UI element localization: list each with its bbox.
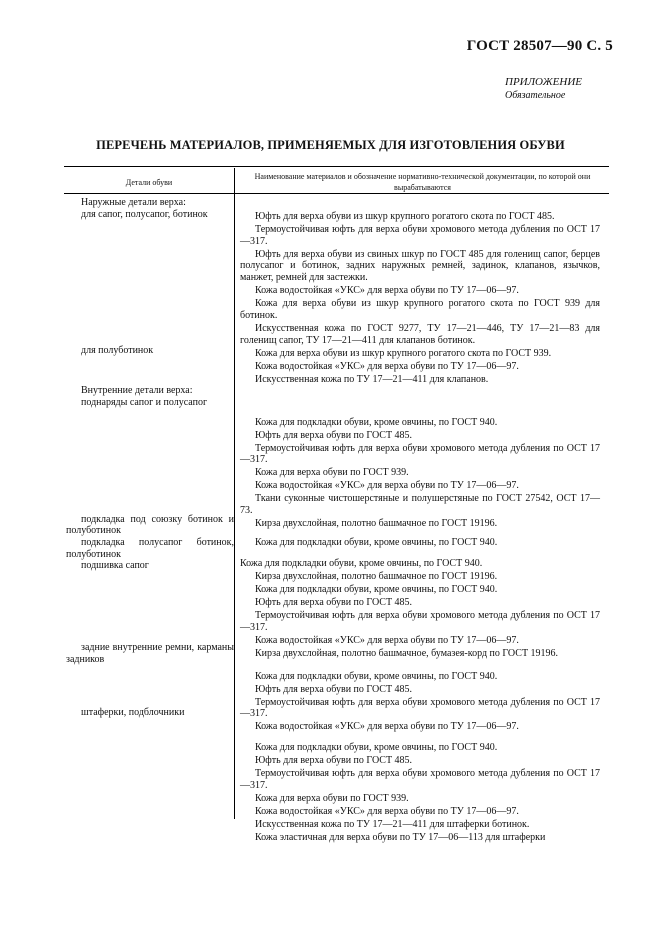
material-entry: Ткани суконные чистошерстяные и полушерстяные по ГОСТ 27542, ОСТ 17—73. — [240, 493, 600, 516]
material-entry: Кожа для верха обуви из шкур крупного рогатого скота по ГОСТ 939. — [255, 347, 552, 359]
part-straps: задние внутренние ремни, карманы задников — [66, 642, 234, 665]
material-entry: Кирза двухслойная, полотно башмачное, бумазея-корд по ГОСТ 19196. — [255, 647, 559, 659]
part-lining-vamp: подкладка под союзку ботинок и полуботинок — [66, 513, 234, 537]
part-shtaferki: штаферки, подблочники — [81, 707, 185, 719]
material-entry: Кожа для верха обуви по ГОСТ 939. — [255, 467, 409, 479]
table-top-rule — [64, 166, 609, 167]
material-entry: Кожа водостойкая «УКС» для верха обуви по ТУ 17—06—97. — [255, 360, 519, 372]
materials-boots — [240, 211, 600, 346]
part-boots: для сапог, полусапог, ботинок — [81, 208, 208, 220]
material-entry: Термоустойчивая юфть для верха обуви хромового метода дубления по ОСТ 17—317. — [240, 768, 600, 792]
material-entry: Юфть для верха обуви из свиных шкур по ГОСТ 485 для голенищ сапог, берцев полусапог и ботинок, задних наружных ремней, задинок, клапанов, язычков, манжет, ремней для застежки. — [240, 248, 600, 284]
material-entry: Искусственная кожа по ТУ 17—21—411 для клапанов. — [255, 373, 489, 385]
materials-lowshoes — [240, 348, 600, 386]
materials-straps — [240, 671, 600, 733]
material-entry: Термоустойчивая юфть для верха обуви хромового метода дубления по ОСТ 17—317. — [240, 224, 600, 247]
material-entry: Кожа водостойкая «УКС» для верха обуви по ТУ 17—06—97. — [255, 721, 519, 733]
material-entry: Кирза двухслойная, полотно башмачное по ГОСТ 19196. — [255, 517, 498, 529]
material-entry: Кожа для подкладки обуви, кроме овчины, по ГОСТ 940. — [255, 583, 498, 595]
material-entry: Кожа для подкладки обуви, кроме овчины, по ГОСТ 940. — [255, 670, 498, 682]
part-lowshoes: для полуботинок — [81, 345, 154, 357]
page-title: ПЕРЕЧЕНЬ МАТЕРИАЛОВ, ПРИМЕНЯЕМЫХ ДЛЯ ИЗГОТОВЛЕНИЯ ОБУВИ — [96, 138, 565, 152]
material-entry: Искусственная кожа по ГОСТ 9277, ТУ 17—21—446, ТУ 17—21—83 для голенищ сапог, ТУ 17—21—411 для клапанов ботинок. — [240, 322, 600, 346]
parts-column — [66, 197, 234, 719]
column-header-parts: Детали обуви — [125, 178, 173, 187]
material-entry: Кожа для подкладки обуви, кроме овчины, по ГОСТ 940. — [240, 557, 483, 569]
material-entry: Юфть для верха обуви по ГОСТ 485. — [255, 755, 413, 767]
table-header-rule — [64, 193, 609, 194]
column-header-materials: Наименование материалов и обозначение нормативно-технической документации, по которой они вырабатываются — [254, 172, 591, 192]
part-podshivka: подшивка сапог — [81, 560, 149, 572]
page-header: ГОСТ 28507—90 С. 5 — [466, 38, 613, 54]
material-entry: Юфть для верха обуви из шкур крупного рогатого скота по ГОСТ 485. — [255, 211, 555, 222]
part-lining-half: подкладка полусапог ботинок, полуботинок — [66, 536, 234, 560]
material-entry: Кирза двухслойная, полотно башмачное по ГОСТ 19196. — [255, 570, 498, 582]
materials-podnaryady — [240, 417, 600, 530]
material-entry: Юфть для верха обуви по ГОСТ 485. — [255, 683, 413, 695]
material-entry: Кожа водостойкая «УКС» для верха обуви по ТУ 17—06—97. — [255, 285, 519, 297]
material-entry: Кожа для верха обуви по ГОСТ 939. — [255, 793, 409, 805]
appendix-status: Обязательное — [505, 90, 566, 101]
part-podnaryady: поднаряды сапог и полусапог — [81, 396, 208, 408]
material-entry: Юфть для верха обуви по ГОСТ 485. — [255, 596, 413, 608]
group-inner-parts: Внутренние детали верха: — [81, 385, 193, 397]
material-entry: Термоустойчивая юфть для верха обуви хромового метода дубления по ОСТ 17—317. — [240, 609, 600, 633]
material-entry: Кожа для верха обуви из шкур крупного рогатого скота по ГОСТ 939 для ботинок. — [240, 298, 600, 321]
material-entry: Искусственная кожа по ТУ 17—21—411 для штаферки ботинок. — [255, 819, 530, 831]
material-entry: Термоустойчивая юфть для верха обуви хромового метода дубления по ОСТ 17—317. — [240, 442, 600, 466]
material-entry: Термоустойчивая юфть для верха обуви хромового метода дубления по ОСТ 17—317. — [240, 696, 600, 720]
material-entry: Кожа для подкладки обуви, кроме овчины, по ГОСТ 940. — [255, 416, 498, 428]
material-entry: Кожа для подкладки обуви, кроме овчины, по ГОСТ 940. — [255, 536, 498, 548]
table-column-divider — [234, 168, 235, 819]
material-entry: Кожа для подкладки обуви, кроме овчины, по ГОСТ 940. — [255, 742, 498, 754]
material-entry: Кожа водостойкая «УКС» для верха обуви по ТУ 17—06—97. — [255, 480, 519, 492]
materials-lining-vamp — [240, 537, 600, 549]
group-outer-parts: Наружные детали верха: — [81, 197, 186, 208]
appendix-label: ПРИЛОЖЕНИЕ — [505, 76, 582, 88]
material-entry: Юфть для верха обуви по ГОСТ 485. — [255, 429, 413, 441]
materials-shtaferki — [240, 742, 600, 843]
material-entry: Кожа эластичная для верха обуви по ТУ 17—06—113 для штаферки — [255, 832, 546, 844]
materials-lining-half — [240, 558, 600, 583]
material-entry: Кожа водостойкая «УКС» для верха обуви по ТУ 17—06—97. — [255, 806, 519, 818]
materials-podshivka — [240, 584, 600, 659]
material-entry: Кожа водостойкая «УКС» для верха обуви по ТУ 17—06—97. — [255, 634, 519, 646]
materials-column — [240, 211, 600, 845]
